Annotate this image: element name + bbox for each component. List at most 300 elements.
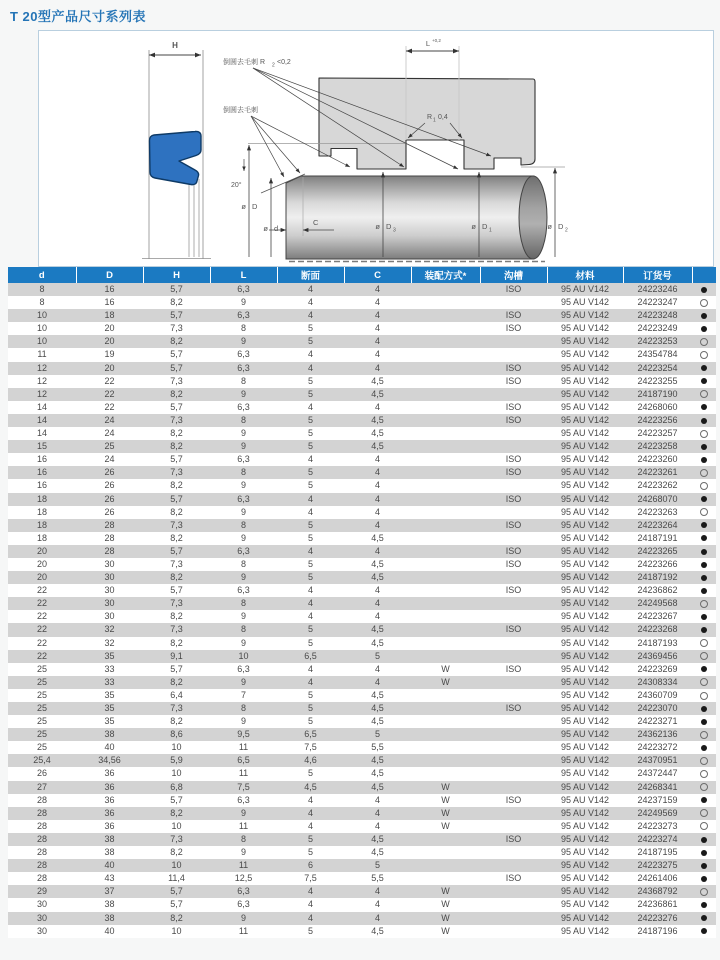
cell: ISO [505,375,522,386]
availability-cell [692,322,716,335]
cell: 26 [36,768,47,779]
filled-circle-icon [701,549,707,555]
table-header-row [8,267,716,283]
cell [411,309,480,322]
cell: 7,3 [170,323,183,334]
cell: 4 [374,519,380,530]
availability-cell [692,754,716,767]
hollow-circle-icon [700,299,708,307]
cell [480,741,547,754]
cell: 95 AU V142 [560,925,610,936]
cell: 95 AU V142 [560,585,610,596]
cell: 95 AU V142 [560,454,610,465]
cell: 20 [104,323,115,334]
cell: 4 [307,794,313,805]
table-row [8,466,716,479]
cell [411,623,480,636]
cell: 4 [307,506,313,517]
cell: 24223247 [637,297,678,308]
cell [480,427,547,440]
cell: 5,5 [371,742,384,753]
cell: 11 [238,820,249,831]
cell: ISO [505,323,522,334]
cell: 8 [240,375,246,386]
filled-circle-icon [701,378,707,384]
cell: 24223258 [637,441,678,452]
cell: 5 [307,336,313,347]
hollow-circle-icon [700,757,708,765]
cell: 4,5 [371,414,384,425]
cell: 95 AU V142 [560,807,610,818]
cell [411,872,480,885]
table-row [8,479,716,492]
cell: 6,3 [237,401,250,412]
cell [480,610,547,623]
cell: W [441,899,450,910]
cell: 28 [36,847,47,858]
cell: 4 [374,362,380,373]
cell [411,754,480,767]
table-row [8,925,716,938]
cell: 4 [307,284,313,294]
cell [480,597,547,610]
cell: 11 [238,860,249,871]
cell: 5 [307,532,313,543]
cell: 8,2 [170,428,183,439]
cell: 4 [374,480,380,491]
cell: 4 [374,297,380,308]
cell: 6,3 [237,899,250,910]
cell: 9 [240,807,246,818]
cell: 30 [104,611,115,622]
cell: 8,2 [170,807,183,818]
cell [411,833,480,846]
cell: 30 [36,912,47,923]
cell: 16 [104,284,115,294]
cell: ISO [505,663,522,674]
cell: 24223261 [637,467,678,478]
cell: ISO [505,833,522,844]
cell: 12,5 [234,873,253,884]
cell: 4 [307,598,313,609]
cell: 95 AU V142 [560,284,610,294]
cell: 8,2 [170,480,183,491]
cell: 10 [36,323,47,334]
cell: 5,7 [170,663,183,674]
cell: 40 [104,860,115,871]
cell: 4 [374,545,380,556]
cell [411,493,480,506]
cell: 5 [307,716,313,727]
cell: 34,56 [98,755,121,766]
availability-cell [692,309,716,322]
cell: 30 [36,925,47,936]
table-row [8,375,716,388]
cell: 5,7 [170,794,183,805]
cell: 6,5 [304,729,317,740]
cell: 95 AU V142 [560,506,610,517]
filled-circle-icon [701,915,707,921]
cell [480,728,547,741]
svg-text:倒圆去毛刺 R: 倒圆去毛刺 R [223,59,265,66]
cell [411,335,480,348]
table-row [8,912,716,925]
availability-cell [692,820,716,833]
cell: 8,2 [170,676,183,687]
cell: 8 [240,833,246,844]
cell: 4,5 [371,716,384,727]
cell [411,571,480,584]
filled-circle-icon [701,418,707,424]
hollow-circle-icon [700,731,708,739]
cell: 24223263 [637,506,678,517]
cell [411,728,480,741]
cell: 4 [374,310,380,321]
table-row [8,335,716,348]
cell: 8,2 [170,572,183,583]
cell: 24249569 [637,807,678,818]
table-row [8,650,716,663]
cell [411,453,480,466]
cell: 5,7 [170,493,183,504]
filled-circle-icon [701,837,707,843]
cell: 8,2 [170,611,183,622]
cell: 4 [374,794,380,805]
cell: 11,4 [168,873,185,884]
cell: 24362136 [637,729,678,740]
cell: 24187195 [637,847,678,858]
cell: 4 [374,807,380,818]
cell: 25 [36,729,47,740]
cell: 4,5 [371,572,384,583]
cell: 4 [374,676,380,687]
cell: 4 [374,493,380,504]
cell: 5 [307,467,313,478]
cell: 24369456 [637,650,678,661]
cell: 4 [307,807,313,818]
cell: 38 [104,899,115,910]
cell: 4,5 [371,388,384,399]
cell [411,414,480,427]
cell: 9 [240,336,246,347]
cell: 12 [36,362,47,373]
cell: 95 AU V142 [560,676,610,687]
cell: 35 [104,716,115,727]
availability-cell [692,479,716,492]
hollow-circle-icon [700,809,708,817]
cell [411,650,480,663]
cell: 4,5 [371,833,384,844]
cell: 4,5 [371,375,384,386]
cell: 4 [374,899,380,910]
cell: 24223246 [637,284,678,294]
filled-circle-icon [701,457,707,463]
cell: 24 [104,414,115,425]
availability-cell [692,348,716,361]
cell: 24223264 [637,519,678,530]
cell: 4,5 [371,689,384,700]
cell: 7,5 [237,781,250,792]
cell: 8,2 [170,912,183,923]
availability-cell [692,610,716,623]
cell: 24187191 [637,532,678,543]
cell: 5 [374,729,380,740]
table-row [8,401,716,414]
cell: 32 [104,637,115,648]
cell: 6,4 [170,689,183,700]
cell: 95 AU V142 [560,650,610,661]
cell: 5,7 [170,362,183,373]
cell: 9 [240,428,246,439]
cell: 6,3 [237,349,250,360]
cell: 4 [374,585,380,596]
cell: 95 AU V142 [560,912,610,923]
filled-circle-icon [701,313,707,319]
filled-circle-icon [701,287,707,293]
cell: 33 [104,676,115,687]
cell: 5 [307,624,313,635]
col-header-L: L [210,267,277,283]
cell [480,781,547,794]
cell: 4 [307,585,313,596]
cell: 95 AU V142 [560,663,610,674]
cell: 24268060 [637,401,678,412]
cell: 37 [104,886,115,897]
table-row [8,715,716,728]
cell [411,401,480,414]
cell [411,741,480,754]
availability-cell [692,637,716,650]
availability-cell [692,925,716,938]
cell: ISO [505,310,522,321]
cell: 25 [36,689,47,700]
cell: 15 [36,441,47,452]
cell: 18 [36,493,47,504]
cell: 95 AU V142 [560,637,610,648]
cell: 4 [307,310,313,321]
label-H: H [172,41,178,50]
cell: 20 [36,572,47,583]
col-header-H: H [143,267,210,283]
cell [411,388,480,401]
cell: 95 AU V142 [560,401,610,412]
cell: 5 [307,925,313,936]
cell [411,532,480,545]
cell: 4 [374,454,380,465]
hollow-circle-icon [700,469,708,477]
cell: 7,3 [170,558,183,569]
cell: 8,2 [170,637,183,648]
cell: 30 [104,558,115,569]
cell: 24268341 [637,781,678,792]
cell: 5,7 [170,284,183,294]
cell: 16 [36,454,47,465]
cell: 4 [307,454,313,465]
cell [411,519,480,532]
availability-cell [692,283,716,296]
cell: 43 [104,873,115,884]
availability-cell [692,807,716,820]
cell: 4,5 [304,781,317,792]
cell: 4 [307,493,313,504]
cell: 33 [104,663,115,674]
cell: 10 [171,742,182,753]
cell: 24223262 [637,480,678,491]
cell: 30 [104,585,115,596]
availability-cell [692,545,716,558]
cell: ISO [505,493,522,504]
cell: 4 [374,349,380,360]
cell: 8 [39,284,45,294]
cell: 95 AU V142 [560,493,610,504]
cell: ISO [505,624,522,635]
cell: 6,3 [237,310,250,321]
table-row [8,453,716,466]
cell: 95 AU V142 [560,441,610,452]
cell: 24370951 [637,755,678,766]
cell: 25 [36,716,47,727]
cell [480,912,547,925]
cell [480,335,547,348]
cell: 18 [36,506,47,517]
cell: 6,3 [237,284,250,294]
table-row [8,610,716,623]
cell: 9 [240,637,246,648]
svg-text:3: 3 [393,227,396,234]
cell [480,296,547,309]
cell: 27 [36,781,47,792]
cell: 24223275 [637,860,678,871]
cell: 9,5 [237,729,250,740]
cell: 5 [307,375,313,386]
filled-circle-icon [701,928,707,934]
svg-text:倒圆去毛刺: 倒圆去毛刺 [223,107,258,114]
cell [411,597,480,610]
cell: 9 [240,847,246,858]
availability-cell [692,885,716,898]
hollow-circle-icon [700,482,708,490]
cell: 35 [104,650,115,661]
cell: 24308334 [637,676,678,687]
filled-circle-icon [701,522,707,528]
cell: 95 AU V142 [560,729,610,740]
cell: 5 [307,388,313,399]
cell: 6,3 [237,545,250,556]
cell: 4,5 [371,847,384,858]
cell: 5,7 [170,349,183,360]
availability-cell [692,375,716,388]
svg-text:ø: ø [547,222,552,231]
cell: 28 [36,833,47,844]
cell: 95 AU V142 [560,820,610,831]
cell [480,754,547,767]
cell: 4 [374,598,380,609]
cell [480,859,547,872]
cell: 8 [39,297,45,308]
cell: W [441,820,450,831]
cell: 95 AU V142 [560,467,610,478]
label-angle: 20° [231,182,242,189]
filled-circle-icon [701,797,707,803]
cell: 24372447 [637,768,678,779]
cell: 8 [240,467,246,478]
cell: 24223273 [637,820,678,831]
cell: W [441,912,450,923]
cell: 4 [307,611,313,622]
cell: 24223256 [637,414,678,425]
cell [411,702,480,715]
svg-text:D: D [252,202,258,211]
cell [411,558,480,571]
svg-text:d: d [274,224,279,233]
label-L: L [425,39,431,48]
cell: 4 [374,663,380,674]
label-C: C [313,218,319,227]
cell: 7,3 [170,833,183,844]
cell: 30 [104,598,115,609]
cell: W [441,886,450,897]
availability-cell [692,702,716,715]
filled-circle-icon [701,575,707,581]
cell [411,506,480,519]
cell: 8 [240,624,246,635]
availability-cell [692,414,716,427]
cell: 7,5 [304,873,317,884]
cell: 5,7 [170,585,183,596]
cell: 16 [36,480,47,491]
hollow-circle-icon [700,783,708,791]
cell: 10 [171,860,182,871]
cell: 95 AU V142 [560,899,610,910]
svg-text:ø: ø [263,224,268,233]
cell: 4 [307,545,313,556]
table-row [8,545,716,558]
svg-text:2: 2 [272,62,275,69]
table-row [8,348,716,361]
cell: 19 [104,349,115,360]
cell: ISO [505,401,522,412]
cell: 6,3 [237,663,250,674]
cell: 95 AU V142 [560,362,610,373]
hollow-circle-icon [700,678,708,686]
cell: 36 [104,820,115,831]
dimension-table [8,267,716,938]
table-row [8,872,716,885]
cell: ISO [505,703,522,713]
cell: 40 [104,925,115,936]
cell: 95 AU V142 [560,375,610,386]
cell [480,689,547,702]
cell: 95 AU V142 [560,598,610,609]
cell: 11 [37,349,47,360]
cell: 95 AU V142 [560,388,610,399]
cell: 28 [36,807,47,818]
table-row [8,846,716,859]
table-row [8,689,716,702]
hollow-circle-icon [700,600,708,608]
cell [411,362,480,375]
cell: 8,2 [170,716,183,727]
table-row [8,767,716,780]
cell: ISO [505,558,522,569]
cell: 95 AU V142 [560,624,610,635]
cell: 9 [240,912,246,923]
cell: 24 [104,454,115,465]
cell: 6,5 [237,755,250,766]
table-row [8,309,716,322]
cell: 24223269 [637,663,678,674]
cell: 24223254 [637,362,678,373]
